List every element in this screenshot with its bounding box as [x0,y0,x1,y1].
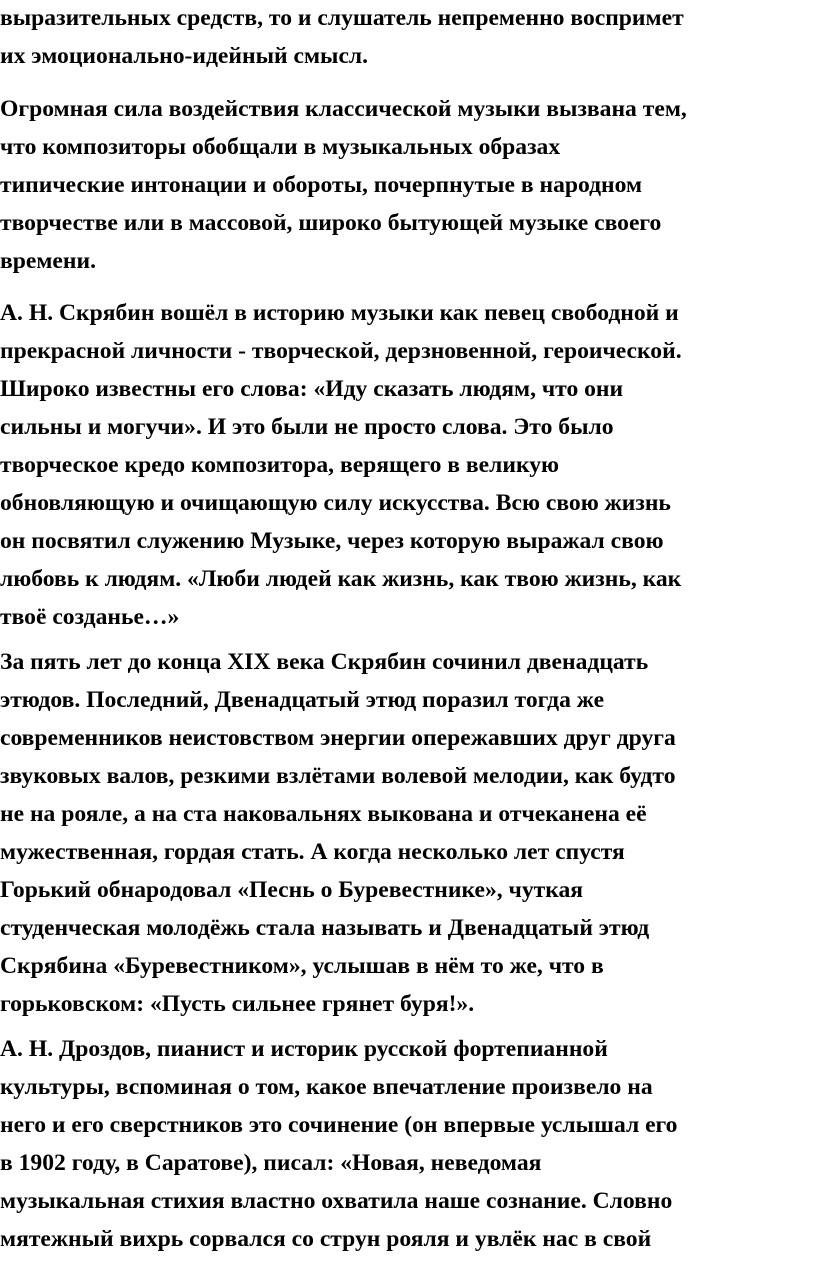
text-line: выразительных средств, то и слушатель непременно воспримет [0,5,684,31]
text-line: не на рояле, а на ста наковальнях выкована и отчеканена её [0,801,647,827]
text-line: времени. [0,248,96,274]
text-line: прекрасной личности - творческой, дерзновенной, героической. [0,338,682,364]
text-line: За пять лет до конца XIX века Скрябин сочинил двенадцать [0,649,649,675]
text-line: студенческая молодёжь стала называть и Двенадцатый этюд [0,915,650,941]
text-line: их эмоционально-идейный смысл. [0,43,369,69]
text-line: звуковых валов, резкими взлётами волевой мелодии, как будто [0,763,676,789]
text-line: горьковском: «Пусть сильнее грянет буря!». [0,991,475,1017]
text-line: Огромная сила воздействия классической музыки вызвана тем, [0,96,687,122]
text-line: музыкальная стихия властно охватила наше сознание. Словно [0,1188,673,1214]
text-line: культуры, вспоминая о том, какое впечатление произвело на [0,1074,653,1100]
text-line: мятежный вихрь сорвался со струн рояля и увлёк нас в свой [0,1226,652,1252]
text-line: А. Н. Дроздов, пианист и историк русской фортепианной [0,1036,608,1062]
text-line: Широко известны его слова: «Иду сказать людям, что они [0,376,624,402]
text-line: современников неистовством энергии опережавших друг друга [0,725,676,751]
text-line: мужественная, гордая стать. А когда несколько лет спустя [0,839,625,865]
text-line: творчестве или в массовой, широко бытующей музыке своего [0,210,662,236]
text-line: Горький обнародовал «Песнь о Буревестнике», чуткая [0,877,584,903]
text-line: он посвятил служению Музыке, через которую выражал свою [0,528,664,554]
text-line: творческое кредо композитора, верящего в великую [0,452,560,478]
text-line: этюдов. Последний, Двенадцатый этюд поразил тогда же [0,687,605,713]
text-line: обновляющую и очищающую силу искусства. Всю свою жизнь [0,490,671,516]
text-line: в 1902 году, в Саратове), писал: «Новая, неведомая [0,1150,542,1176]
text-line: сильны и могучи». И это были не просто слова. Это было [0,414,614,440]
text-line: типические интонации и обороты, почерпнутые в народном [0,172,643,198]
text-line: А. Н. Скрябин вошёл в историю музыки как певец свободной и [0,300,679,326]
text-line: любовь к людям. «Люби людей как жизнь, как твою жизнь, как [0,566,682,592]
text-line: твоё созданье…» [0,604,180,630]
text-line: него и его сверстников это сочинение (он впервые услышал его [0,1112,678,1138]
text-line: что композиторы обобщали в музыкальных образах [0,134,561,160]
text-line: Скрябина «Буревестником», услышав в нём то же, что в [0,953,604,979]
